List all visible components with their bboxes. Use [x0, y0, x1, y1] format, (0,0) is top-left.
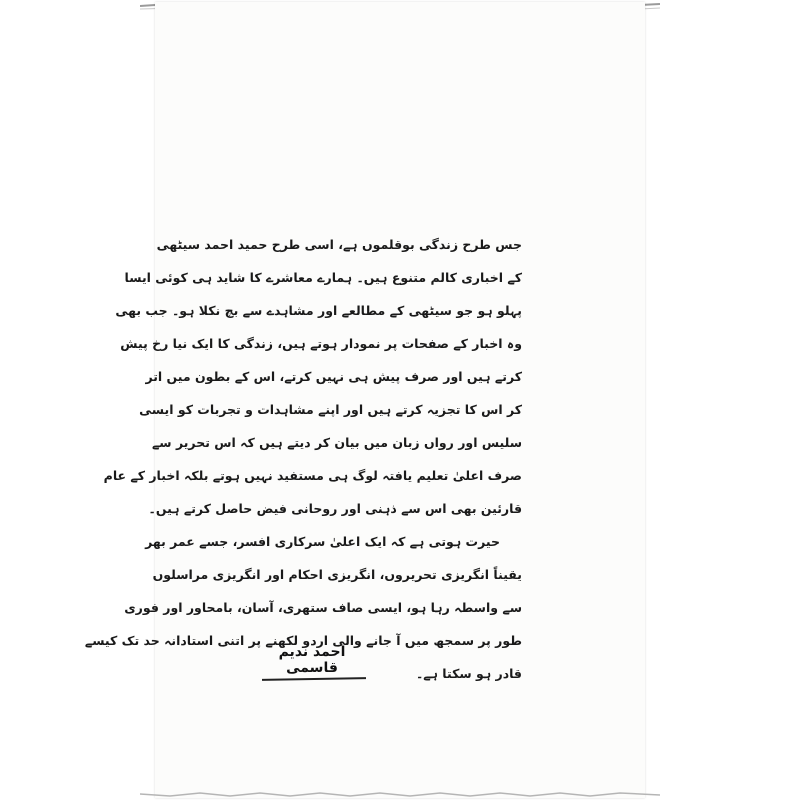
paragraph-1-line: جس طرح زندگی بوقلموں ہے، اسی طرح حمید احمد سیٹھی — [156, 237, 522, 252]
paragraph-1-line: قارئین بھی اس سے ذہنی اور روحانی فیض حاصل کرتے ہیں۔ — [148, 501, 522, 516]
bottom-page-edge — [140, 788, 660, 800]
paragraph-2-line: سے واسطہ رہا ہو، ایسی صاف ستھری، آسان، بامحاور اور فوری — [124, 600, 522, 615]
paragraph-2-line: حیرت ہوتی ہے کہ ایک اعلیٰ سرکاری افسر، جسے عمر بھر — [145, 534, 500, 549]
paragraph-1-line: پہلو ہو جو سیٹھی کے مطالعے اور مشاہدے سے بچ نکلا ہو۔ جب بھی — [115, 303, 522, 318]
paragraph-1-line: کر اس کا تجزیہ کرتے ہیں اور اپنے مشاہدات و تجربات کو ایسی — [139, 402, 522, 417]
paragraph-1-line: صرف اعلیٰ تعلیم یافتہ لوگ ہی مستفید نہیں ہوتے بلکہ اخبار کے عام — [103, 468, 522, 483]
paragraph-1-line: سلیس اور رواں زبان میں بیان کر دیتے ہیں کہ اس تحریر سے — [151, 435, 522, 450]
paragraph-1-line: وہ اخبار کے صفحات پر نمودار ہوتے ہیں، زندگی کا ایک نیا رخ پیش — [120, 336, 522, 351]
paragraph-2-line: یقیناً انگریزی تحریروں، انگریزی احکام اور انگریزی مراسلوں — [152, 567, 522, 582]
author-signature — [252, 644, 372, 680]
paragraph-1-line: کے اخباری کالم متنوع ہیں۔ ہمارے معاشرے کا شاید ہی کوئی ایسا — [124, 270, 522, 285]
paragraph-1-line: کرتے ہیں اور صرف پیش ہی نہیں کرتے، اس کے بطون میں اتر — [145, 369, 522, 384]
paragraph-2-line: طور پر سمجھ میں آ جانے والی اردو لکھنے پر اتنی استادانہ حد تک کیسے — [84, 633, 522, 648]
paragraph-2-line: قادر ہو سکتا ہے۔ — [415, 666, 522, 681]
signature-text: احمد ندیم قاسمی — [278, 644, 346, 676]
body-text — [84, 228, 522, 690]
